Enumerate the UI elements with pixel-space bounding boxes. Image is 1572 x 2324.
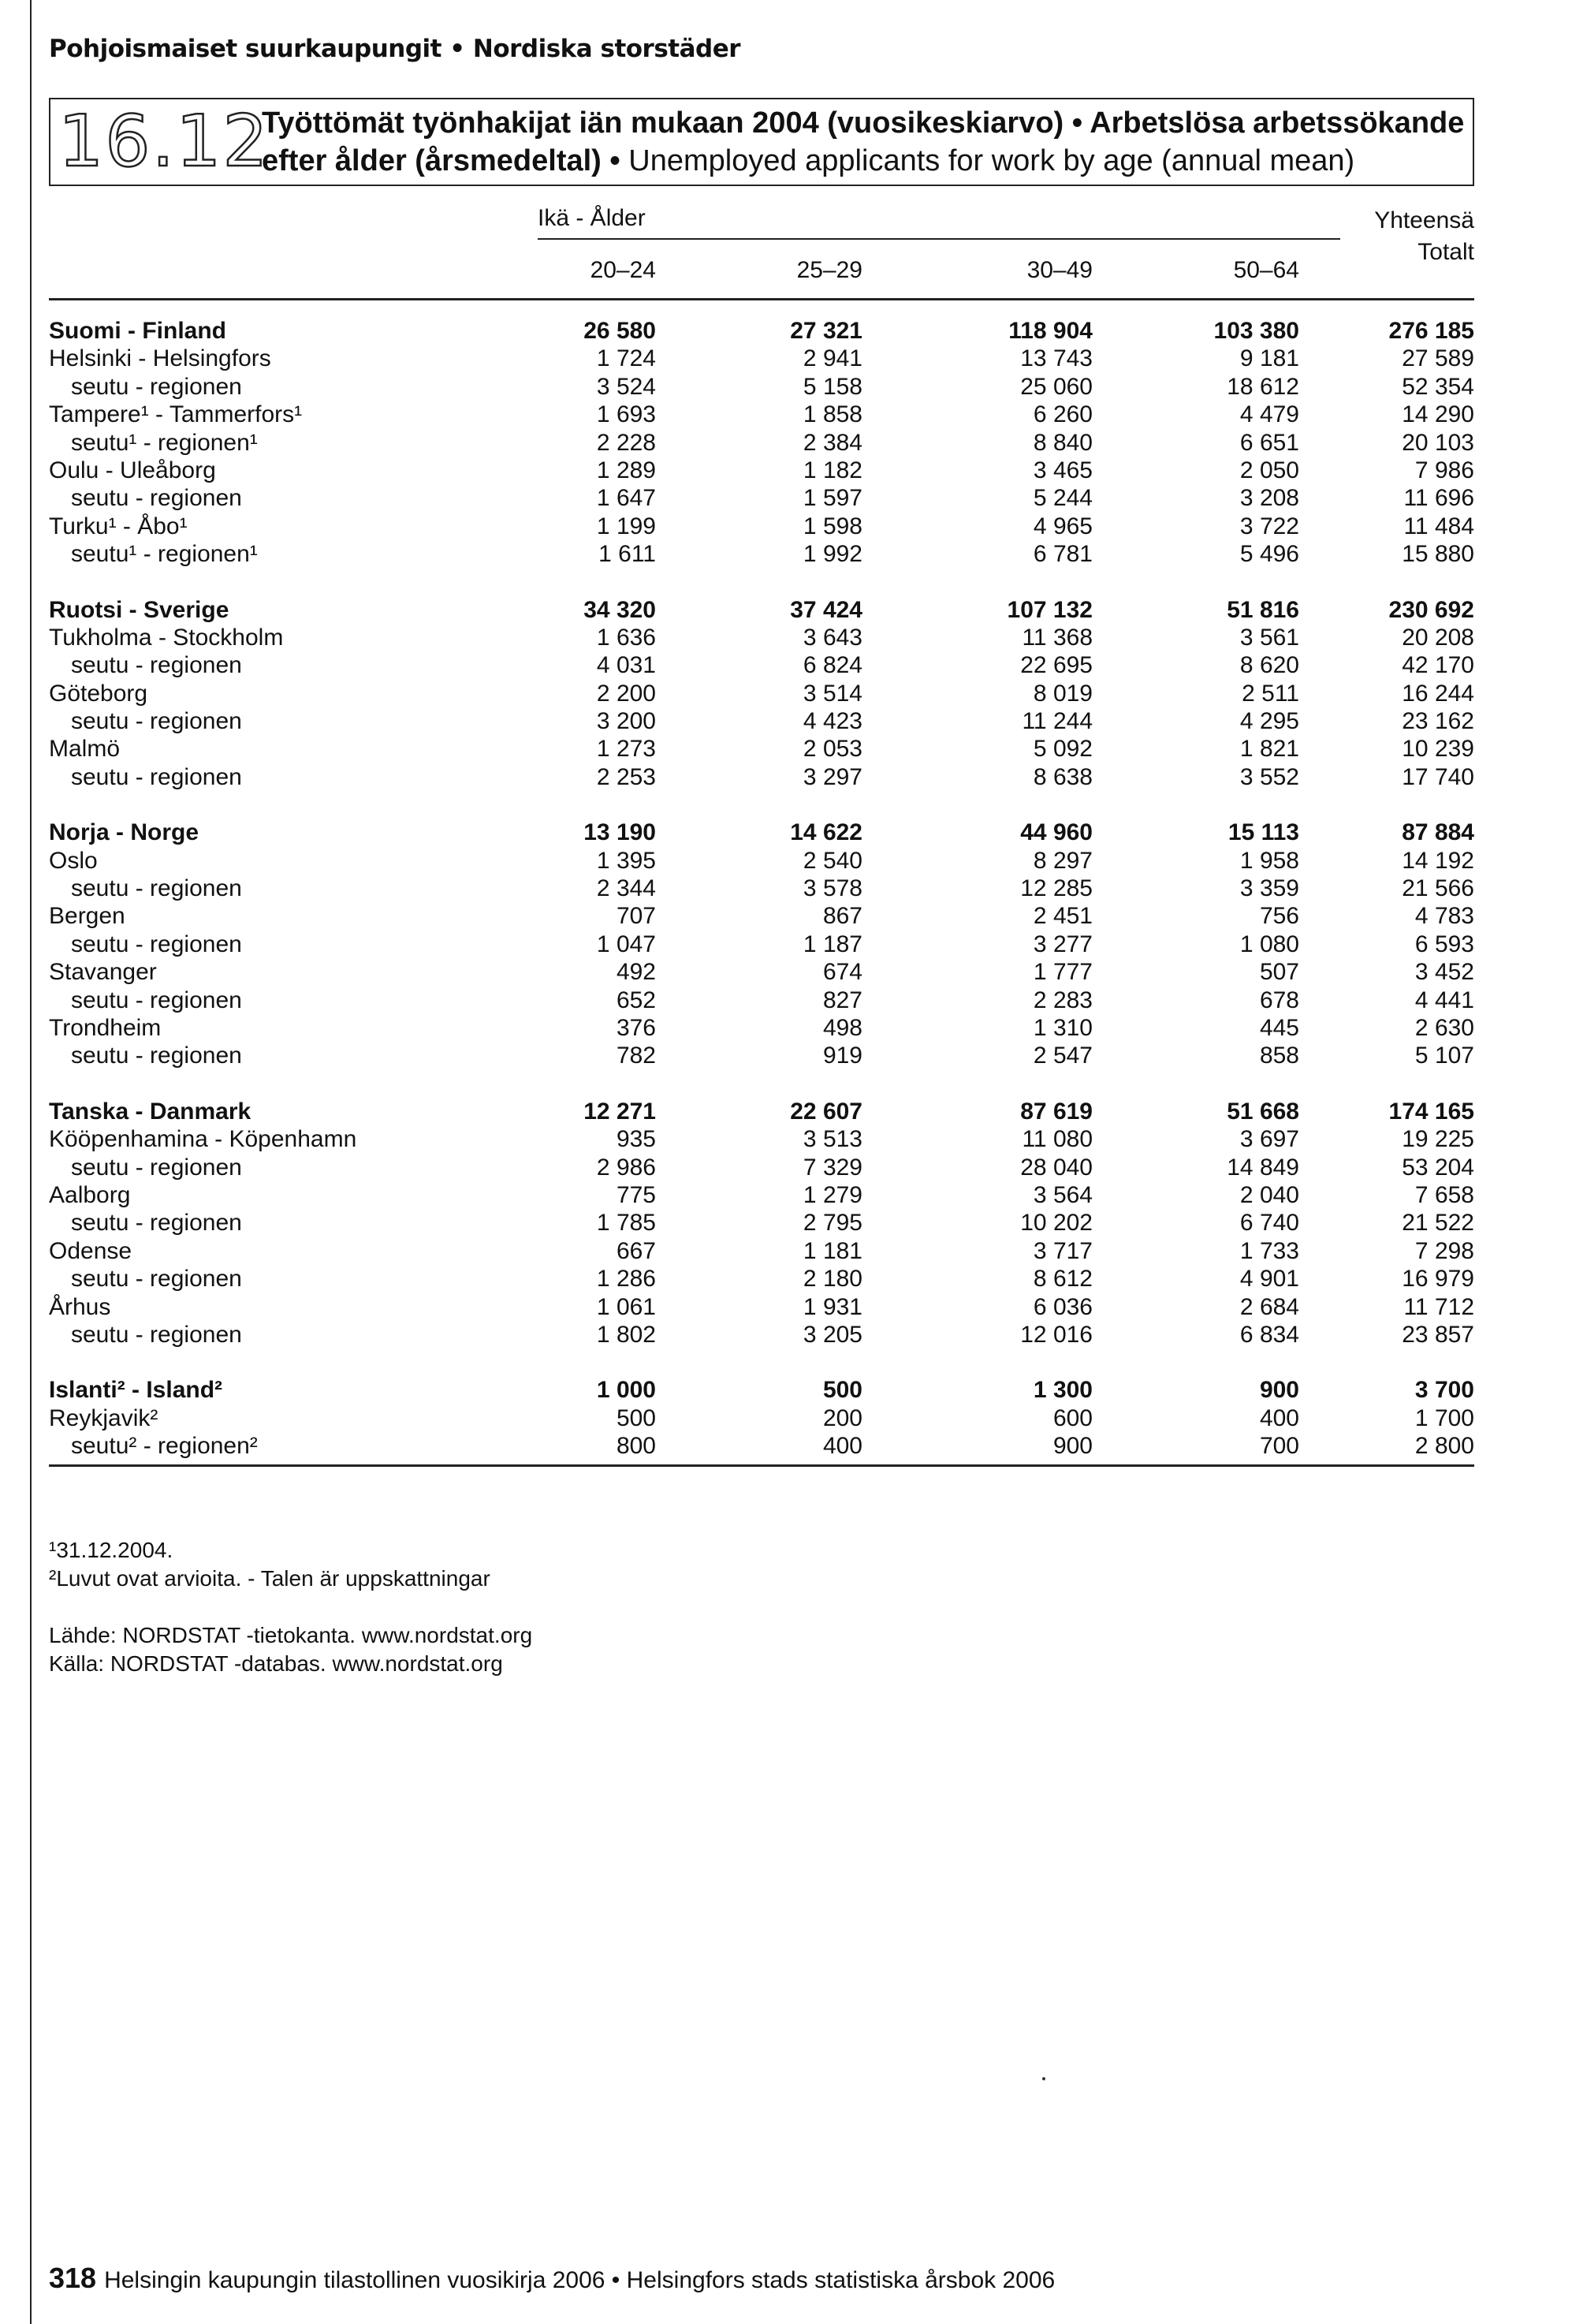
value-cell: 37 424 — [790, 596, 862, 623]
stray-dot — [1042, 2077, 1045, 2080]
total-cell: 3 700 — [1414, 1377, 1474, 1404]
row-label: seutu - regionen — [71, 987, 242, 1013]
value-cell: 26 580 — [583, 318, 656, 344]
table-row — [49, 1293, 1474, 1321]
table-row — [49, 1376, 1474, 1404]
table-row — [49, 1265, 1474, 1293]
value-cell: 1 992 — [803, 541, 862, 568]
value-cell: 3 205 — [803, 1321, 862, 1348]
value-cell: 2 941 — [803, 345, 862, 372]
row-label: seutu - regionen — [71, 652, 242, 679]
total-cell: 7 658 — [1414, 1181, 1474, 1208]
row-label: seutu - regionen — [71, 1154, 242, 1181]
total-cell: 11 712 — [1403, 1293, 1474, 1320]
value-cell: 118 904 — [1008, 318, 1093, 344]
table-number: 16.12 — [58, 100, 270, 183]
value-cell: 1 777 — [1033, 959, 1093, 986]
table-row — [49, 429, 1474, 457]
value-cell: 1 289 — [596, 457, 656, 483]
table-row — [49, 680, 1474, 707]
value-cell: 1 693 — [596, 401, 656, 428]
row-label: Oulu - Uleåborg — [49, 457, 216, 483]
value-cell: 6 260 — [1033, 401, 1093, 428]
value-cell: 3 643 — [803, 624, 862, 651]
value-cell: 3 465 — [1033, 457, 1093, 483]
total-cell: 2 800 — [1414, 1433, 1474, 1460]
value-cell: 13 190 — [583, 819, 656, 846]
table-body — [49, 317, 1474, 1460]
total-cell: 174 165 — [1388, 1098, 1474, 1125]
total-header — [1374, 205, 1474, 268]
column-header-20-24: 20–24 — [590, 257, 656, 283]
row-label: Norja - Norge — [49, 819, 199, 846]
total-cell: 53 204 — [1402, 1154, 1474, 1181]
total-cell: 5 107 — [1414, 1043, 1474, 1069]
value-cell: 1 047 — [596, 931, 656, 957]
value-cell: 674 — [822, 959, 862, 986]
total-cell: 23 857 — [1402, 1321, 1474, 1348]
value-cell: 445 — [1259, 1014, 1299, 1041]
value-cell: 9 181 — [1239, 345, 1299, 372]
value-cell: 1 785 — [596, 1210, 656, 1237]
value-cell: 858 — [1259, 1043, 1299, 1069]
value-cell: 14 622 — [790, 819, 862, 846]
row-label: Tukholma - Stockholm — [49, 624, 284, 651]
total-cell: 23 162 — [1402, 708, 1474, 735]
value-cell: 919 — [822, 1043, 862, 1069]
value-cell: 6 036 — [1033, 1293, 1093, 1320]
table-row — [49, 1098, 1474, 1125]
value-cell: 8 638 — [1033, 763, 1093, 790]
value-cell: 3 277 — [1033, 931, 1093, 957]
row-label: Turku¹ - Åbo¹ — [49, 513, 188, 539]
value-cell: 1 958 — [1239, 847, 1299, 874]
value-cell: 867 — [822, 903, 862, 930]
value-cell: 18 612 — [1227, 373, 1299, 400]
row-label: seutu² - regionen² — [71, 1433, 258, 1460]
row-label: seutu - regionen — [71, 708, 242, 735]
value-cell: 1 636 — [596, 624, 656, 651]
value-cell: 782 — [616, 1043, 656, 1069]
row-label: Bergen — [49, 903, 125, 930]
value-cell: 1 310 — [1033, 1014, 1093, 1041]
row-label: Suomi - Finland — [49, 318, 226, 344]
value-cell: 1 080 — [1239, 931, 1299, 957]
value-cell: 400 — [822, 1433, 862, 1460]
header-rule — [538, 238, 1340, 240]
value-cell: 11 244 — [1022, 708, 1093, 735]
table-row — [49, 1125, 1474, 1153]
total-cell: 15 880 — [1402, 541, 1474, 568]
total-cell: 16 244 — [1402, 680, 1474, 707]
value-cell: 10 202 — [1020, 1210, 1093, 1237]
value-cell: 4 423 — [803, 708, 862, 735]
value-cell: 2 684 — [1239, 1293, 1299, 1320]
total-header-fi: Yhteensä — [1374, 207, 1474, 233]
row-label: Tampere¹ - Tammerfors¹ — [49, 401, 303, 428]
row-label: seutu - regionen — [71, 1321, 242, 1348]
row-label: Oslo — [49, 847, 98, 874]
value-cell: 1 279 — [803, 1181, 862, 1208]
value-cell: 800 — [616, 1433, 656, 1460]
table-header-rule — [49, 298, 1474, 300]
left-margin-rule — [30, 0, 32, 2324]
table-row — [49, 1042, 1474, 1069]
value-cell: 103 380 — [1213, 318, 1299, 344]
source-sv: Källa: NORDSTAT -databas. www.nordstat.org — [49, 1651, 503, 1676]
table-row — [49, 540, 1474, 568]
total-cell: 42 170 — [1402, 652, 1474, 679]
row-label: Reykjavik² — [49, 1404, 158, 1431]
column-header-50-64: 50–64 — [1233, 257, 1299, 283]
total-cell: 87 884 — [1402, 819, 1474, 846]
table-row — [49, 1321, 1474, 1349]
running-head: Pohjoismaiset suurkaupungit • Nordiska storstäder — [49, 35, 741, 63]
table-row — [49, 875, 1474, 902]
value-cell: 28 040 — [1020, 1154, 1093, 1181]
table-row — [49, 345, 1474, 372]
value-cell: 8 620 — [1239, 652, 1299, 679]
value-cell: 4 901 — [1239, 1266, 1299, 1293]
row-label: seutu - regionen — [71, 875, 242, 902]
table-row — [49, 317, 1474, 345]
column-header-30-49: 30–49 — [1026, 257, 1093, 283]
value-cell: 2 050 — [1239, 457, 1299, 483]
value-cell: 3 578 — [803, 875, 862, 902]
row-label: Malmö — [49, 736, 121, 763]
value-cell: 1 395 — [596, 847, 656, 874]
total-cell: 52 354 — [1402, 373, 1474, 400]
value-cell: 700 — [1259, 1433, 1299, 1460]
value-cell: 1 598 — [803, 513, 862, 539]
total-cell: 7 298 — [1414, 1237, 1474, 1264]
value-cell: 756 — [1259, 903, 1299, 930]
value-cell: 8 840 — [1033, 429, 1093, 456]
value-cell: 1 802 — [596, 1321, 656, 1348]
value-cell: 25 060 — [1020, 373, 1093, 400]
table-row — [49, 987, 1474, 1014]
value-cell: 1 300 — [1033, 1377, 1093, 1404]
value-cell: 2 540 — [803, 847, 862, 874]
total-cell: 7 986 — [1414, 457, 1474, 483]
value-cell: 1 597 — [803, 485, 862, 512]
age-group-header: Ikä - Ålder — [538, 205, 646, 231]
value-cell: 3 513 — [803, 1126, 862, 1153]
value-cell: 44 960 — [1020, 819, 1093, 846]
row-label: Trondheim — [49, 1014, 162, 1041]
table-row — [49, 651, 1474, 679]
row-label: seutu - regionen — [71, 763, 242, 790]
value-cell: 11 080 — [1022, 1126, 1093, 1153]
value-cell: 6 651 — [1239, 429, 1299, 456]
value-cell: 4 031 — [596, 652, 656, 679]
value-cell: 22 695 — [1020, 652, 1093, 679]
value-cell: 1 821 — [1239, 736, 1299, 763]
row-label: seutu - regionen — [71, 931, 242, 957]
table-row — [49, 484, 1474, 512]
row-label: Århus — [49, 1293, 111, 1320]
value-cell: 2 200 — [596, 680, 656, 707]
value-cell: 6 834 — [1239, 1321, 1299, 1348]
table-row — [49, 1154, 1474, 1181]
value-cell: 27 321 — [790, 318, 862, 344]
value-cell: 34 320 — [583, 596, 656, 623]
table-row — [49, 819, 1474, 846]
value-cell: 3 564 — [1033, 1181, 1093, 1208]
value-cell: 775 — [616, 1181, 656, 1208]
value-cell: 12 016 — [1020, 1321, 1093, 1348]
value-cell: 1 724 — [596, 345, 656, 372]
value-cell: 15 113 — [1227, 819, 1299, 846]
value-cell: 2 344 — [596, 875, 656, 902]
value-cell: 667 — [616, 1237, 656, 1264]
value-cell: 8 297 — [1033, 847, 1093, 874]
total-cell: 2 630 — [1414, 1014, 1474, 1041]
value-cell: 51 816 — [1227, 596, 1299, 623]
value-cell: 4 295 — [1239, 708, 1299, 735]
value-cell: 3 722 — [1239, 513, 1299, 539]
value-cell: 678 — [1259, 987, 1299, 1013]
value-cell: 1 611 — [598, 541, 656, 568]
value-cell: 2 451 — [1033, 903, 1093, 930]
total-cell: 4 441 — [1414, 987, 1474, 1013]
table-row — [49, 707, 1474, 735]
value-cell: 1 733 — [1239, 1237, 1299, 1264]
table-title-english: Unemployed applicants for work by age (annual mean) — [620, 144, 1355, 177]
row-label: Helsinki - Helsingfors — [49, 345, 271, 372]
footnotes — [49, 1536, 532, 1678]
table-row — [49, 847, 1474, 875]
value-cell: 3 697 — [1239, 1126, 1299, 1153]
table-title — [262, 104, 1468, 180]
table-row — [49, 735, 1474, 763]
value-cell: 2 180 — [803, 1266, 862, 1293]
value-cell: 1 286 — [596, 1266, 656, 1293]
value-cell: 1 187 — [803, 931, 862, 957]
value-cell: 1 182 — [803, 457, 862, 483]
row-label: seutu - regionen — [71, 485, 242, 512]
table-row — [49, 373, 1474, 401]
value-cell: 507 — [1259, 959, 1299, 986]
value-cell: 3 514 — [803, 680, 862, 707]
table-row — [49, 763, 1474, 791]
row-label: seutu - regionen — [71, 373, 242, 400]
value-cell: 2 228 — [596, 429, 656, 456]
row-label: Kööpenhamina - Köpenhamn — [49, 1126, 357, 1153]
total-cell: 3 452 — [1414, 959, 1474, 986]
value-cell: 11 368 — [1022, 624, 1093, 651]
row-label: Islanti² - Island² — [49, 1377, 223, 1404]
table-row — [49, 596, 1474, 624]
value-cell: 5 092 — [1033, 736, 1093, 763]
value-cell: 6 781 — [1033, 541, 1093, 568]
value-cell: 200 — [822, 1404, 862, 1431]
table-row — [49, 457, 1474, 484]
value-cell: 1 647 — [596, 485, 656, 512]
total-cell: 16 979 — [1402, 1266, 1474, 1293]
page-number: 318 — [49, 2262, 97, 2294]
row-label: seutu¹ - regionen¹ — [71, 429, 258, 456]
table-bottom-rule — [49, 1464, 1474, 1467]
value-cell: 1 858 — [803, 401, 862, 428]
total-cell: 10 239 — [1402, 736, 1474, 763]
value-cell: 7 329 — [803, 1154, 862, 1181]
value-cell: 3 524 — [596, 373, 656, 400]
table-row — [49, 902, 1474, 930]
value-cell: 2 511 — [1242, 680, 1299, 707]
value-cell: 2 795 — [803, 1210, 862, 1237]
value-cell: 3 208 — [1239, 485, 1299, 512]
total-cell: 19 225 — [1402, 1126, 1474, 1153]
total-cell: 21 566 — [1402, 875, 1474, 902]
value-cell: 87 619 — [1020, 1098, 1093, 1125]
table-row — [49, 958, 1474, 986]
total-cell: 14 290 — [1402, 401, 1474, 428]
value-cell: 1 931 — [803, 1293, 862, 1320]
table-row — [49, 1432, 1474, 1460]
value-cell: 4 479 — [1239, 401, 1299, 428]
value-cell: 2 986 — [596, 1154, 656, 1181]
row-label: Ruotsi - Sverige — [49, 596, 229, 623]
value-cell: 3 552 — [1239, 763, 1299, 790]
table-title-bold: Työttömät työnhakijat iän mukaan 2004 (vuosikeskiarvo) • Arbetslösa arbetssökande efter ålder (årsmedeltal) • — [262, 106, 1465, 177]
value-cell: 492 — [616, 959, 656, 986]
value-cell: 707 — [616, 903, 656, 930]
table-row — [49, 1181, 1474, 1209]
value-cell: 4 965 — [1033, 513, 1093, 539]
value-cell: 1 061 — [596, 1293, 656, 1320]
value-cell: 107 132 — [1007, 596, 1093, 623]
value-cell: 3 359 — [1239, 875, 1299, 902]
value-cell: 2 384 — [803, 429, 862, 456]
row-label: Göteborg — [49, 680, 148, 707]
table-row — [49, 624, 1474, 651]
table-title-box — [49, 98, 1474, 186]
footnote-2: ²Luvut ovat arvioita. - Talen är uppskattningar — [49, 1566, 490, 1591]
value-cell: 2 053 — [803, 736, 862, 763]
value-cell: 14 849 — [1227, 1154, 1299, 1181]
total-cell: 276 185 — [1388, 318, 1474, 344]
value-cell: 498 — [822, 1014, 862, 1041]
table-row — [49, 1404, 1474, 1432]
value-cell: 400 — [1259, 1404, 1299, 1431]
value-cell: 3 561 — [1239, 624, 1299, 651]
total-cell: 6 593 — [1414, 931, 1474, 957]
value-cell: 900 — [1052, 1433, 1093, 1460]
value-cell: 1 199 — [596, 513, 656, 539]
value-cell: 8 019 — [1033, 680, 1093, 707]
footnote-1: ¹31.12.2004. — [49, 1538, 173, 1562]
table-row — [49, 1209, 1474, 1237]
value-cell: 8 612 — [1033, 1266, 1093, 1293]
value-cell: 3 297 — [803, 763, 862, 790]
total-cell: 1 700 — [1414, 1404, 1474, 1431]
value-cell: 500 — [616, 1404, 656, 1431]
value-cell: 1 273 — [596, 736, 656, 763]
table-row — [49, 1237, 1474, 1265]
total-cell: 11 696 — [1403, 485, 1474, 512]
value-cell: 900 — [1259, 1377, 1299, 1404]
value-cell: 2 253 — [596, 763, 656, 790]
table-row — [49, 931, 1474, 958]
total-cell: 27 589 — [1402, 345, 1474, 372]
value-cell: 6 824 — [803, 652, 862, 679]
total-cell: 11 484 — [1403, 513, 1474, 539]
row-label: seutu¹ - regionen¹ — [71, 541, 258, 568]
total-cell: 21 522 — [1402, 1210, 1474, 1237]
total-cell: 14 192 — [1402, 847, 1474, 874]
row-label: seutu - regionen — [71, 1210, 242, 1237]
value-cell: 1 181 — [803, 1237, 862, 1264]
total-cell: 17 740 — [1402, 763, 1474, 790]
value-cell: 12 285 — [1020, 875, 1093, 902]
value-cell: 13 743 — [1020, 345, 1093, 372]
total-cell: 20 208 — [1402, 624, 1474, 651]
value-cell: 2 547 — [1033, 1043, 1093, 1069]
value-cell: 6 740 — [1239, 1210, 1299, 1237]
value-cell: 12 271 — [583, 1098, 656, 1125]
footer-text: Helsingin kaupungin tilastollinen vuosikirja 2006 • Helsingfors stads statistiska årsbok 2006 — [104, 2267, 1056, 2293]
column-header-25-29: 25–29 — [796, 257, 862, 283]
value-cell: 5 158 — [803, 373, 862, 400]
total-cell: 20 103 — [1402, 429, 1474, 456]
value-cell: 376 — [616, 1014, 656, 1041]
table-row — [49, 401, 1474, 428]
value-cell: 3 717 — [1033, 1237, 1093, 1264]
value-cell: 3 200 — [596, 708, 656, 735]
row-label: Stavanger — [49, 959, 157, 986]
value-cell: 500 — [822, 1377, 862, 1404]
value-cell: 5 496 — [1239, 541, 1299, 568]
value-cell: 2 283 — [1033, 987, 1093, 1013]
value-cell: 51 668 — [1227, 1098, 1299, 1125]
table-row — [49, 513, 1474, 540]
total-cell: 4 783 — [1414, 903, 1474, 930]
row-label: seutu - regionen — [71, 1043, 242, 1069]
value-cell: 652 — [616, 987, 656, 1013]
total-header-sv: Totalt — [1417, 239, 1474, 265]
value-cell: 827 — [822, 987, 862, 1013]
table-row — [49, 1014, 1474, 1042]
row-label: Tanska - Danmark — [49, 1098, 251, 1125]
total-cell: 230 692 — [1388, 596, 1474, 623]
source-fi: Lähde: NORDSTAT -tietokanta. www.nordstat.org — [49, 1623, 533, 1647]
row-label: Aalborg — [49, 1181, 131, 1208]
row-label: Odense — [49, 1237, 132, 1264]
value-cell: 5 244 — [1033, 485, 1093, 512]
value-cell: 22 607 — [790, 1098, 862, 1125]
value-cell: 600 — [1052, 1404, 1093, 1431]
page-footer — [49, 2262, 1055, 2295]
row-label: seutu - regionen — [71, 1266, 242, 1293]
value-cell: 935 — [616, 1126, 656, 1153]
value-cell: 1 000 — [596, 1377, 656, 1404]
value-cell: 2 040 — [1239, 1181, 1299, 1208]
